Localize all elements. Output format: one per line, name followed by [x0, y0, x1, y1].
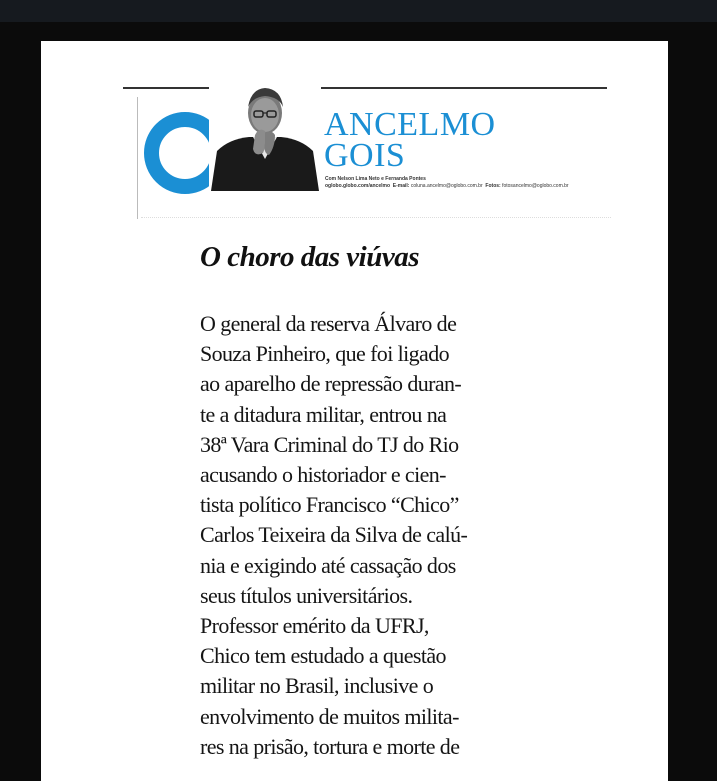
- article-headline: O choro das viúvas: [200, 241, 419, 273]
- article-line: envolvimento de muitos milita-: [200, 703, 459, 729]
- article-line: 38ª Vara Criminal do TJ do Rio: [200, 431, 459, 457]
- credits-contact: [325, 183, 625, 190]
- credits-email-label: E-mail:: [392, 183, 410, 189]
- article-line: res na prisão, tortura e morte de: [200, 733, 460, 759]
- top-bar: [0, 0, 717, 22]
- credits-photos-label: Fotos:: [485, 183, 501, 189]
- column-credits: [325, 176, 625, 190]
- columnist-name-last: GOIS: [324, 137, 406, 174]
- columnist-name-first: ANCELMO: [324, 106, 496, 143]
- article-line: O general da reserva Álvaro de: [200, 311, 457, 336]
- header-vertical-rule: [137, 97, 138, 219]
- article-line: te a ditadura militar, entrou na: [200, 401, 447, 427]
- credits-contributors: Com Nelson Lima Neto e Fernanda Pontes: [325, 176, 426, 182]
- article-line: nia e exigindo até cassação dos: [200, 552, 456, 578]
- article-line: Chico tem estudado a questão: [200, 643, 446, 669]
- newspaper-page: [41, 41, 668, 781]
- credits-photos: fotosancelmo@oglobo.com.br: [502, 183, 569, 189]
- article-line: Carlos Teixeira da Silva de calú-: [200, 522, 468, 548]
- article-line: seus títulos universitários.: [200, 582, 413, 608]
- article-line: militar no Brasil, inclusive o: [200, 673, 434, 699]
- article-line: Souza Pinheiro, que foi ligado: [200, 341, 450, 367]
- credits-email: coluna.ancelmo@oglobo.com.br: [410, 183, 483, 189]
- article-line: ao aparelho de repressão duran-: [200, 371, 462, 397]
- article-line: Professor emérito da UFRJ,: [200, 613, 429, 639]
- article-line: acusando o historiador e cien-: [200, 462, 446, 488]
- article-body: [200, 309, 580, 762]
- header-dotted-rule: [141, 217, 611, 218]
- article-line: tista político Francisco “Chico”: [200, 492, 459, 518]
- credits-site: oglobo.globo.com/ancelmo: [325, 183, 390, 189]
- columnist-photo: [209, 79, 321, 191]
- header-rule: [123, 87, 607, 89]
